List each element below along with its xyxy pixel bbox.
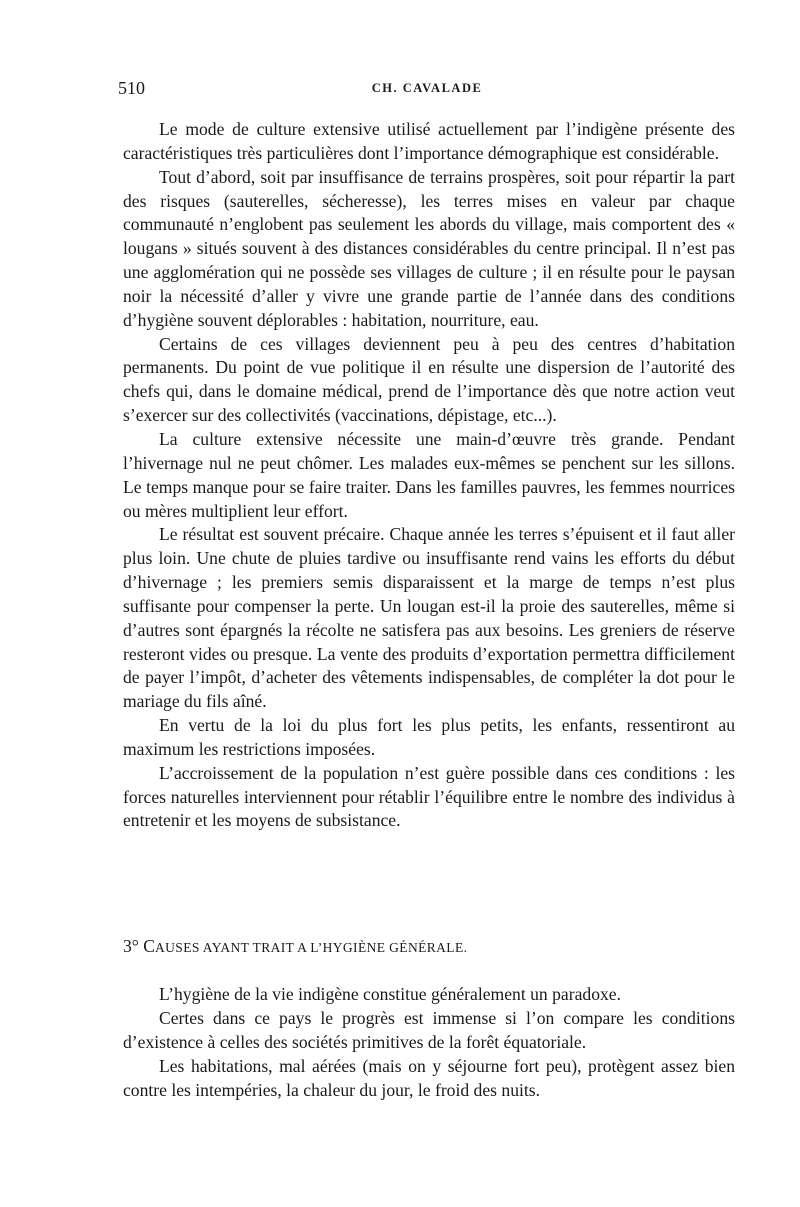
section-body-text (123, 982, 735, 1102)
paragraph: En vertu de la loi du plus fort les plus petits, les enfants, ressentiront au maximum les restrictions imposées. (123, 715, 735, 759)
section-title (143, 936, 467, 956)
paragraph: Tout d’abord, soit par insuffisance de terrains prospères, soit pour répartir la part des risques (sauterelles, sécheresse), les terres mises en valeur par chaque communauté n’englobent pas seulement les abords du village, mais comportent des « lougans » situés souvent à des distances considérables du centre principal. Il n’est pas une agglomération qui ne possède ses villages de culture ; il en résulte pour le paysan noir la nécessité d’aller y vivre une grande partie de l’année dans des conditions d’hygiène souvent déplorables : habitation, nourriture, eau. (123, 166, 735, 330)
paragraph: Certes dans ce pays le progrès est immense si l’on compare les conditions d’existence à celles des sociétés primitives de la forêt équatoriale. (123, 1008, 735, 1052)
paragraph: Le mode de culture extensive utilisé actuellement par l’indigène présente des caractéristiques très particulières dont l’importance démographique est considérable. (123, 119, 735, 163)
section-title-initial: C (143, 936, 155, 956)
paragraph: Le résultat est souvent précaire. Chaque année les terres s’épuisent et il faut aller plus loin. Une chute de pluies tardive ou insuffisante rend vains les efforts du début d’hivernage ; les premiers semis disparaissent et la marge de temps n’est plus suffisante pour compenser la perte. Un lougan est-il la proie des sauterelles, même si d’autres sont épargnés la récolte ne satisfera pas aux besoins. Les greniers de réserve resteront vides ou presque. La vente des produits d’exportation permettra difficilement de payer l’impôt, d’acheter des vêtements indispensables, de compléter la dot pour le mariage du fils aîné. (123, 524, 735, 712)
paragraph: L’accroissement de la population n’est guère possible dans ces conditions : les forces naturelles interviennent pour rétablir l’équilibre entre le nombre des individus à entretenir et les moyens de subsistance. (123, 762, 735, 831)
section-number: 3° (123, 936, 139, 956)
page-number: 510 (118, 78, 145, 98)
body-text (123, 118, 735, 833)
section-title-rest: AUSES AYANT TRAIT A L’HYGIÈNE GÉNÉRALE. (155, 940, 468, 955)
section-heading (123, 935, 735, 959)
running-head: CH. CAVALADE (371, 81, 483, 95)
paragraph: Certains de ces villages deviennent peu à peu des centres d’habitation permanents. Du point de vue politique il en résulte une dispersion de l’autorité des chefs qui, dans le domaine médical, prend de l’importance dès que notre action veut s’exercer sur des collectivités (vaccinations, dépistage, etc...). (123, 333, 735, 426)
paragraph: La culture extensive nécessite une main-d’œuvre très grande. Pendant l’hivernage nul ne peut chômer. Les malades eux-mêmes se penchent sur les sillons. Le temps manque pour se faire traiter. Dans les familles pauvres, les femmes nourrices ou mères multiplient leur effort. (123, 428, 735, 521)
paragraph: L’hygiène de la vie indigène constitue généralement un paradoxe. (159, 984, 621, 1004)
paragraph: Les habitations, mal aérées (mais on y séjourne fort peu), protègent assez bien contre les intempéries, la chaleur du jour, le froid des nuits. (123, 1056, 735, 1100)
page-header (118, 78, 736, 102)
